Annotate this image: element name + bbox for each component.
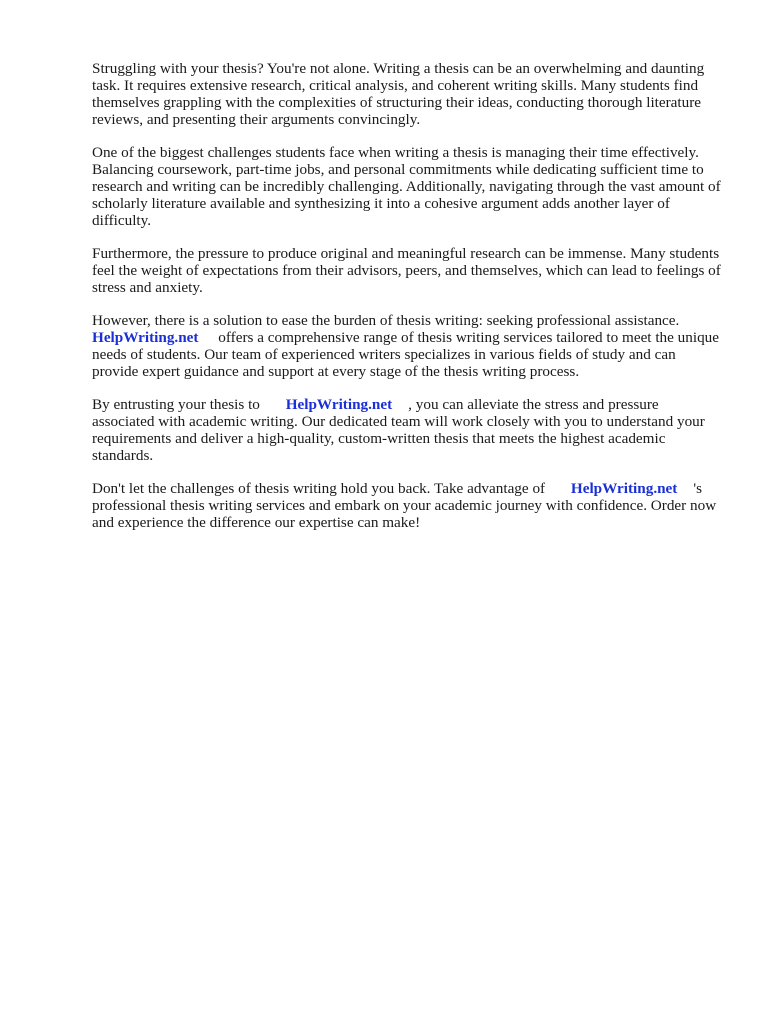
paragraph-text: However, there is a solution to ease the burden of thesis writing: seeking professional assistance. (92, 312, 680, 329)
paragraph-text: 's professional thesis writing services and embark on your academic journey with confidence. Order now and experience the difference our expertise can make! (92, 480, 717, 531)
document-body (92, 60, 722, 547)
paragraph-text: offers a comprehensive range of thesis writing services tailored to meet the unique needs of students. Our team of experienced writers specializes in various fields of study and can provide expert guidance and support at every stage of the thesis writing process. (92, 329, 720, 380)
paragraph-text: One of the biggest challenges students face when writing a thesis is managing their time effectively. Balancing coursework, part-time jobs, and personal commitments while dedicating sufficient time to research and writing can be incredibly challenging. Additionally, navigating through the vast amount of scholarly literature available and synthesizing it into a cohesive argument adds another layer of difficulty. (92, 144, 721, 229)
paragraph-entrust (92, 396, 722, 464)
paragraph-text: Don't let the challenges of thesis writing hold you back. Take advantage of (92, 480, 546, 497)
helpwriting-link[interactable]: HelpWriting.net (570, 480, 678, 497)
paragraph-pressure (92, 245, 722, 296)
paragraph-text: , you can alleviate the stress and pressure associated with academic writing. Our dedicated team will work closely with you to understand your requirements and deliver a high-quality, custom-written thesis that meets the highest academic standards. (92, 396, 705, 464)
paragraph-intro (92, 60, 722, 128)
helpwriting-link[interactable]: HelpWriting.net (285, 396, 393, 413)
paragraph-text: Struggling with your thesis? You're not alone. Writing a thesis can be an overwhelming and daunting task. It requires extensive research, critical analysis, and coherent writing skills. Many students find themselves grappling with the complexities of structuring their ideas, conducting thorough literature reviews, and presenting their arguments convincingly. (92, 60, 705, 128)
paragraph-solution (92, 312, 722, 380)
paragraph-cta (92, 480, 722, 531)
helpwriting-link[interactable]: HelpWriting.net (92, 329, 199, 346)
paragraph-challenges (92, 144, 722, 229)
paragraph-text: Furthermore, the pressure to produce original and meaningful research can be immense. Many students feel the weight of expectations from their advisors, peers, and themselves, which can lead to feelings of stress and anxiety. (92, 245, 721, 296)
paragraph-text: By entrusting your thesis to (92, 396, 260, 413)
